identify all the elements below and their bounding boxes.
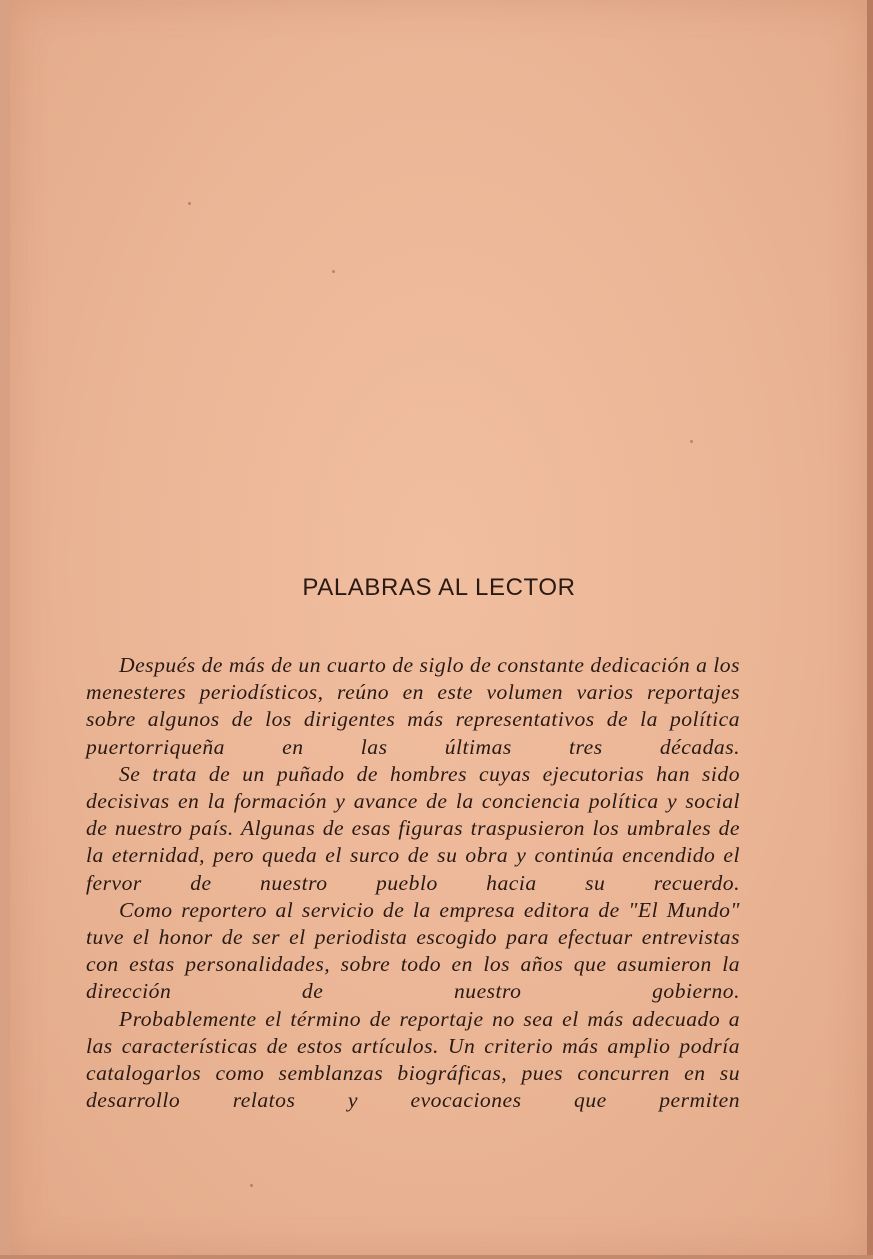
page-title: PALABRAS AL LECTOR: [302, 574, 576, 601]
paragraph: Como reportero al servicio de la empresa editora de "El Mundo" tuve el honor de ser el periodista escogido para efectuar entrevistas con estas personalidades, sobre todo en los años que asumieron la dirección de nuestro gobierno.: [86, 897, 740, 1004]
paragraph: Después de más de un cuarto de siglo de constante dedicación a los menesteres periodísticos, reúno en este volumen varios reportajes sobre algunos de los dirigentes más representativos de la política puertorriqueña en las últimas tres décadas.: [86, 653, 740, 759]
page-edge-bottom: [0, 1255, 873, 1259]
paper-speck: [332, 270, 335, 273]
paragraph: Probablemente el término de reportaje no sea el más adecuado a las características de estos artículos. Un criterio más amplio podría catalogarlos como semblanzas biográficas, pues concurren en su desarrollo relatos y evocaciones que permiten: [86, 1006, 740, 1113]
page-edge-right: [867, 0, 873, 1259]
paper-speck: [188, 202, 191, 205]
body-text: [86, 652, 740, 1114]
paragraph: Se trata de un puñado de hombres cuyas ejecutorias han sido decisivas en la formación y avance de la conciencia política y social de nuestro país. Algunas de esas figuras traspusieron los umbrales de la eternidad, pero queda el surco de su obra y continúa encendido el fervor de nuestro pueblo hacia su recuerdo.: [86, 761, 740, 895]
paper-speck: [690, 440, 693, 443]
paper-speck: [250, 1184, 253, 1187]
